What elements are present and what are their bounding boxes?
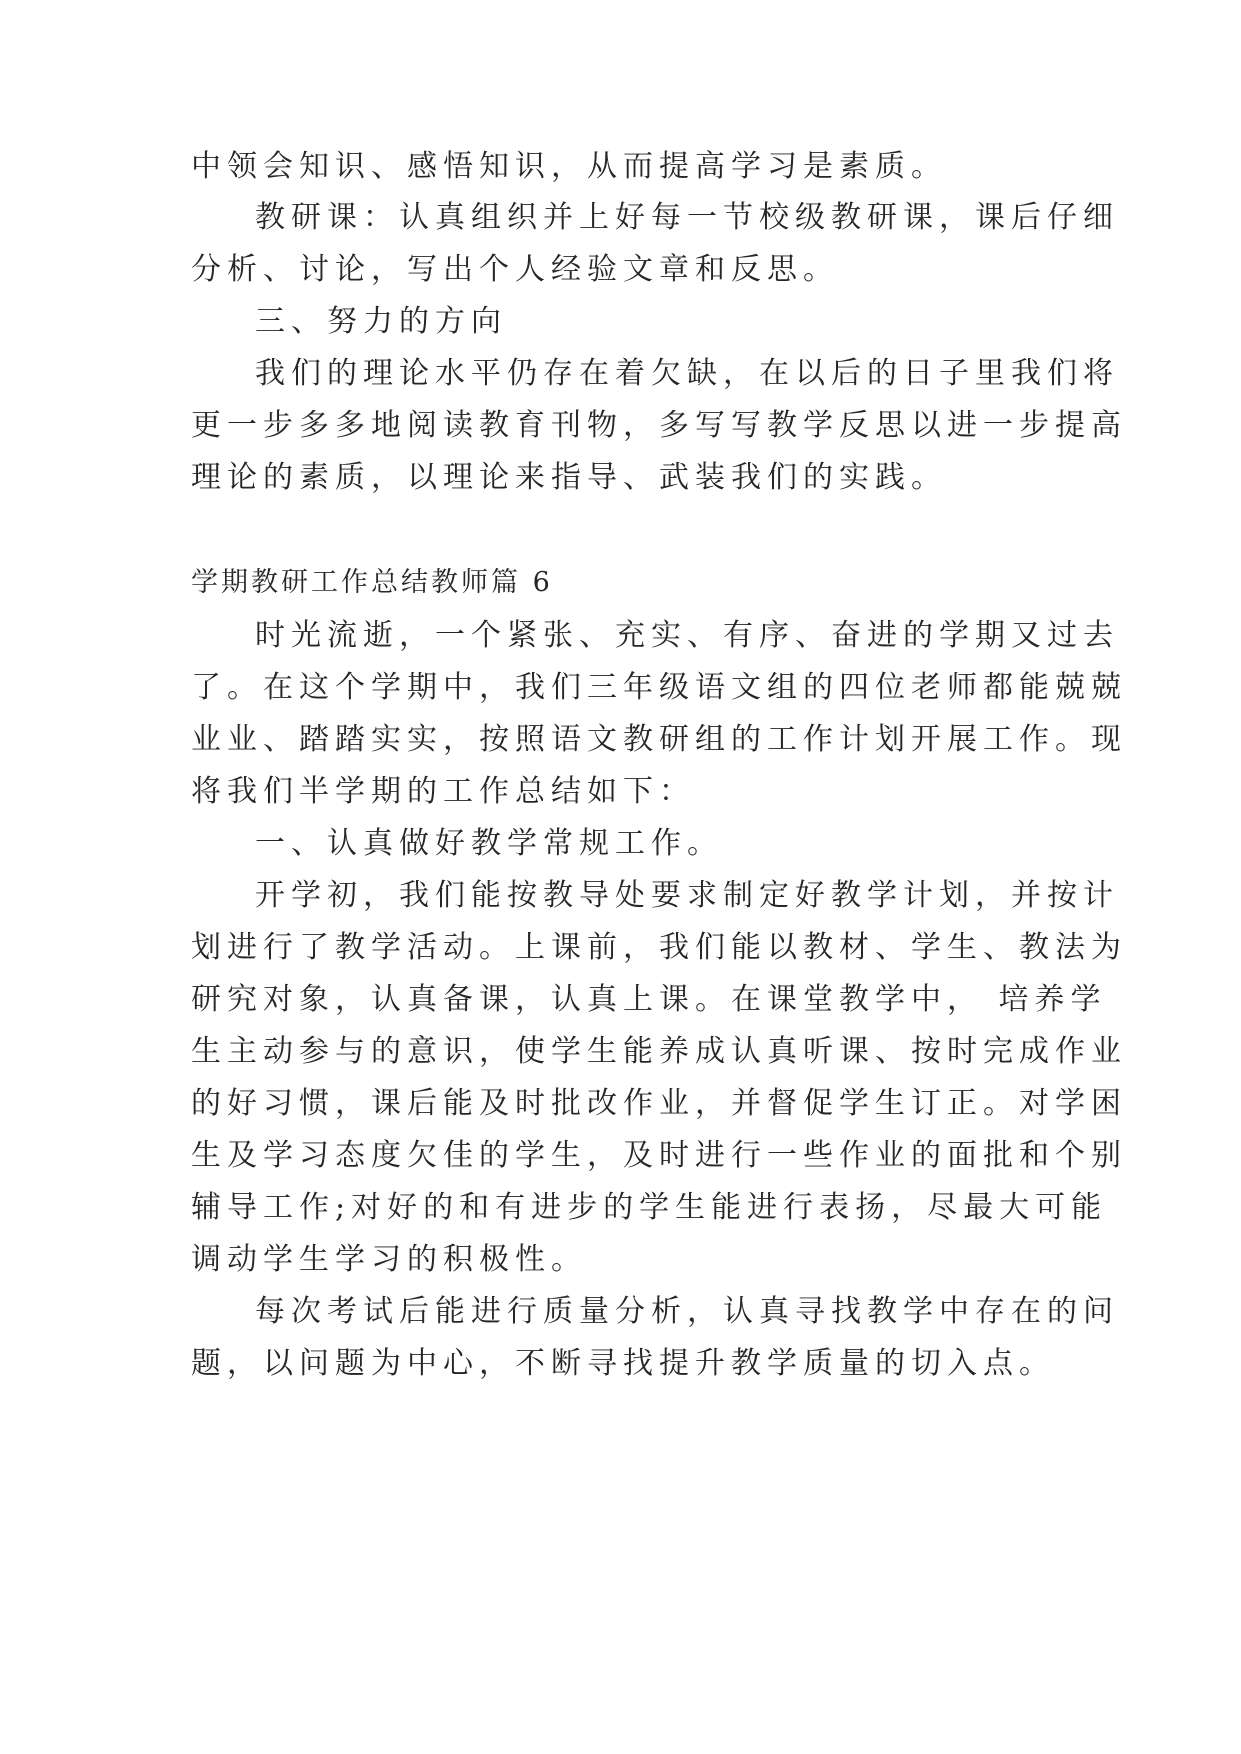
- text-line: 的好习惯，课后能及时批改作业，并督促学生订正。对学困: [191, 1086, 1127, 1121]
- text-line: 理论的素质，以理论来指导、武装我们的实践。: [191, 460, 947, 495]
- text-line: 中领会知识、感悟知识，从而提高学习是素质。: [191, 149, 947, 184]
- text-line: 业业、踏踏实实，按照语文教研组的工作计划开展工作。现: [191, 722, 1127, 757]
- article-title: 学期教研工作总结教师篇 6: [191, 567, 553, 598]
- text-line: 辅导工作;对好的和有进步的学生能进行表扬，尽最大可能: [191, 1190, 1108, 1225]
- text-line: 更一步多多地阅读教育刊物，多写写教学反思以进一步提高: [191, 408, 1127, 443]
- text-line: 生主动参与的意识，使学生能养成认真听课、按时完成作业: [191, 1034, 1127, 1069]
- text-line: 每次考试后能进行质量分析，认真寻找教学中存在的问: [255, 1294, 1119, 1329]
- text-line: 题，以问题为中心，不断寻找提升教学质量的切入点。: [191, 1346, 1055, 1381]
- text-line: 将我们半学期的工作总结如下：: [191, 774, 695, 809]
- text-line: 时光流逝，一个紧张、充实、有序、奋进的学期又过去: [255, 618, 1119, 653]
- section-heading: 一、认真做好教学常规工作。: [255, 826, 723, 861]
- text-line: 我们的理论水平仍存在着欠缺，在以后的日子里我们将: [255, 356, 1119, 391]
- text-line: 了。在这个学期中，我们三年级语文组的四位老师都能兢兢: [191, 670, 1127, 705]
- text-line: 开学初，我们能按教导处要求制定好教学计划，并按计: [255, 878, 1119, 913]
- text-line: 调动学生学习的积极性。: [191, 1242, 587, 1277]
- section-heading: 三、努力的方向: [255, 304, 507, 339]
- text-line: 研究对象，认真备课，认真上课。在课堂教学中， 培养学: [191, 982, 1107, 1017]
- text-line: 生及学习态度欠佳的学生，及时进行一些作业的面批和个别: [191, 1138, 1127, 1173]
- text-line: 教研课：认真组织并上好每一节校级教研课，课后仔细: [255, 200, 1119, 235]
- text-line: 分析、讨论，写出个人经验文章和反思。: [191, 252, 839, 287]
- text-line: 划进行了教学活动。上课前，我们能以教材、学生、教法为: [191, 930, 1127, 965]
